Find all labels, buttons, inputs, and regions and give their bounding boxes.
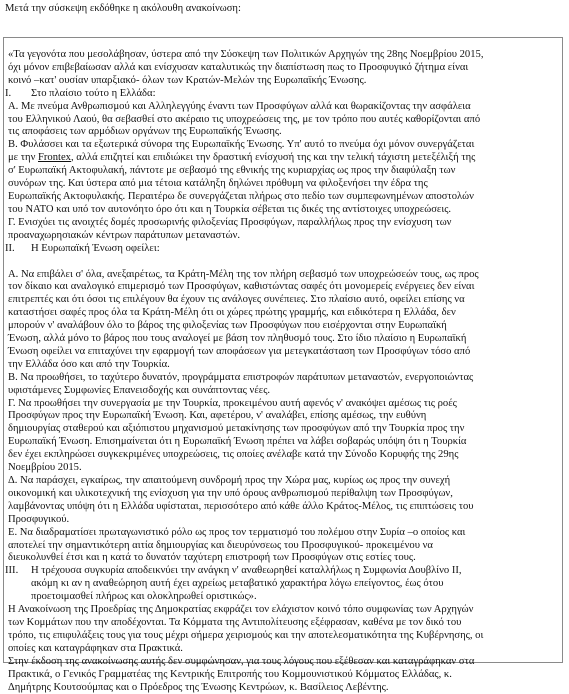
paragraph-line: δεν έχει εκπληρώσει συγκεκριμένες υποχρεώσεις, τις οποίες ανέλαβε κατά την Σύνοδο Κορυφής της 29ης [8, 449, 561, 462]
paragraph-line: Προσφυγικού. [8, 514, 561, 527]
closing-line: Η Ανακοίνωση της Προεδρίας της Δημοκρατίας εκφράζει τον ελάχιστον κοινό τόπο συμφωνίας των Αρχηγών [8, 604, 561, 617]
paragraph-line: τις αποφάσεις των αρμόδιων οργάνων της Ευρωπαϊκής Ένωσης. [8, 126, 561, 139]
paragraph-line: Ευρωπαϊκής Ακτοφυλακής. Περαιτέρω δε συνεργάζεται πλήρως στο πεδίο των συμπεφωνημένων αποστολών [8, 191, 561, 204]
paragraph-line: καταστήσει σαφές προς όλα τα Κράτη-Μέλη ότι οι χώρες πρώτης γραμμής, και ειδικότερα η Ελλάδα, δεν [8, 307, 561, 320]
paragraph-line: επιτρεπτές και ότι όσοι τις επιλέγουν θα έχουν τις ανάλογες συνέπειες. Στο πλαίσιο αυτό, οφείλει επίσης να [8, 294, 561, 307]
section-1-title: Στο πλαίσιο τούτο η Ελλάδα: [8, 88, 156, 99]
section-3-line: Η τρέχουσα συγκυρία αποδεικνύει την ανάγκη ν' αναθεωρηθεί καταλλήλως η Συμφωνία Δουβλίνο ΙΙ, [8, 565, 462, 576]
paragraph-line: λαμβάνοντας υπόψη ότι η Ελλάδα υφίσταται, περισσότερο από κάθε άλλο Κράτος-Μέλος, τις επιπτώσεις του [8, 501, 561, 514]
paragraph-line: Ε. Να διαδραματίσει πρωταγωνιστικό ρόλο ως προς τον τερματισμό του πολέμου στην Συρία –ο οποίος και [8, 527, 561, 540]
closing-line: Στην έκδοση της ανακοίνωσης αυτής δεν συμφώνησαν, για τους λόγους που εξέθεσαν και καταγράφηκαν στα [8, 656, 561, 669]
paragraph-line: προαναχωρησιακών κέντρων παράτυπων μεταναστών. [8, 230, 561, 243]
section-3-line: προετοιμασθεί πλήρως και ολοκληρωθεί οριστικώς». [8, 591, 561, 604]
frontex-link[interactable]: Frontex [38, 152, 71, 163]
statement-body [8, 49, 561, 694]
paragraph-line: τον δίκαιο και αναλογικό επιμερισμό των Προσφύγων, καθιστώντας σαφές ότι μονομερείς ενέργειες δεν είναι [8, 281, 561, 294]
closing-line: των Κομμάτων που την αποδέχονται. Τα Κόμματα της Αντιπολίτευσης εξέφρασαν, καθένα με τον δικό του [8, 617, 561, 630]
intro-line: Μετά την σύσκεψη εκδόθηκε η ακόλουθη ανακοίνωση: [5, 3, 563, 16]
section-2-numeral: II. [5, 243, 15, 256]
paragraph-line: Β. Φυλάσσει και τα εξωτερικά σύνορα της Ευρωπαϊκής Ένωσης. Υπ' αυτό το πνεύμα όχι μόνον συνεργάζεται [8, 139, 561, 152]
paragraph-line-frontex [8, 152, 561, 165]
closing-line: οποίες και καταγράφηκαν στα Πρακτικά. [8, 643, 561, 656]
paragraph-line: Γ. Ενισχύει τις ανοιχτές δομές προσωρινής φιλοξενίας Προσφύγων, παραλλήλως προς την ενίσχυση των [8, 217, 561, 230]
paragraph-line: την Ελλάδα όσο και από την Τουρκία. [8, 359, 561, 372]
closing-line: Δημήτρης Κουτσούμπας και ο Πρόεδρος της Ένωσης Κεντρώων, κ. Βασίλειος Λεβέντης. [8, 682, 561, 694]
opening-line: όχι μόνον επιβεβαίωσαν αλλά και ενίσχυσαν καταλυτικώς την διαπίστωση πως το Προσφυγικό ζήτημα είναι [8, 62, 561, 75]
paragraph-line: δημιουργίας σταθερού και αξιόπιστου μηχανισμού μετακίνησης των προσφύγων από την Τουρκία προς την [8, 423, 561, 436]
paragraph-line: οικονομική και υλικοτεχνική της ενίσχυση για την υπό όρους ανθρωπισμού περίθαλψη των Προσφύγων, [8, 488, 561, 501]
section-1-heading [8, 88, 561, 101]
paragraph-line: συνόρων της. Και ύστερα από μια τέτοια κατάληξη δηλώνει πρόθυμη να φιλοξενήσει την έδρα της [8, 178, 561, 191]
paragraph-line: αποτελεί την σημαντικότερη αιτία δημιουργίας και διευρύνσεως του Προσφυγικού- προκειμένου να [8, 540, 561, 553]
paragraph-line: Ευρωπαϊκή Ένωση. Επισημαίνεται ότι η Ευρωπαϊκή Ένωση πρέπει να λάβει σοβαρώς υπόψη ότι η Τουρκία [8, 436, 561, 449]
section-3-heading [8, 565, 561, 578]
opening-line: «Τα γεγονότα που μεσολάβησαν, ύστερα από την Σύσκεψη των Πολιτικών Αρχηγών της 28ης Νοεμβρίου 2015, [8, 49, 561, 62]
paragraph-line: Ένωση οφείλει να επιταχύνει την εφαρμογή των αποφάσεων για μετεγκατάσταση των Προσφύγων τόσο από [8, 346, 561, 359]
text-fragment: , αλλά επιζητεί και επιδιώκει την δραστική ενίσχυσή της και την τελική τάχιστη μετεξέλιξή της [71, 152, 475, 163]
paragraph-line: Γ. Να προωθήσει την συνεργασία με την Τουρκία, προκειμένου αυτή αφενός ν' ανακόψει αμέσως τις ροές [8, 398, 561, 411]
text-fragment: με την [8, 152, 38, 163]
paragraph-line: Δ. Να παράσχει, εγκαίρως, την απαιτούμενη συνδρομή προς την Χώρα μας, κυρίως ως προς την συνεχή [8, 475, 561, 488]
paragraph-line: Α. Με πνεύμα Ανθρωπισμού και Αλληλεγγύης έναντι των Προσφύγων αλλά και θωρακίζοντας την ασφάλεια [8, 101, 561, 114]
paragraph-line: σ' Ευρωπαϊκή Ακτοφυλακή, πάντοτε με σεβασμό της εθνικής της κυριαρχίας ως προς την διαφύλαξη των [8, 165, 561, 178]
paragraph-line: μπορούν ν' αναλάβουν όλο το βάρος της φιλοξενίας των Προσφύγων που εισέρχονται στην Ευρωπαϊκή [8, 320, 561, 333]
paragraph-line: Β. Να προωθήσει, το ταχύτερο δυνατόν, προγράμματα επιστροφών παράτυπων μεταναστών, ενεργοποιώντας [8, 372, 561, 385]
paragraph-line: διευκολυνθεί έτσι και η κατά το δυνατόν ταχύτερη επιστροφή των Προσφύγων στις εστίες τους. [8, 552, 561, 565]
blank-line [8, 256, 561, 269]
section-1-numeral: I. [5, 88, 11, 101]
closing-line: Πρακτικά, ο Γενικός Γραμματέας της Κεντρικής Επιτροπής του Κομμουνιστικού Κόμματος Ελλάδας, κ. [8, 669, 561, 682]
paragraph-line: Α. Να επιβάλει σ' όλα, ανεξαιρέτως, τα Κράτη-Μέλη της τον πλήρη σεβασμό των υποχρεώσεών τους, ως προς [8, 269, 561, 282]
paragraph-line: του Ελληνικού Λαού, θα σεβασθεί στο ακέραιο τις υποχρεώσεις της, με τον τρόπο που αυτές καθορίζονται από [8, 114, 561, 127]
paragraph-line: Προσφύγων προς την Ευρωπαϊκή Ένωση. Και, αφετέρου, ν' αναλάβει, επίσης αμέσως, την ευθύνη [8, 410, 561, 423]
closing-line: τρόπο, τις επιφυλάξεις τους για τους μέχρι σήμερα χειρισμούς και την αποτελεσματικότητα της Κυβέρνησης, οι [8, 630, 561, 643]
section-2-title: Η Ευρωπαϊκή Ένωση οφείλει: [8, 243, 160, 254]
section-3-line: ακόμη κι αν η αναθεώρηση αυτή έχει αχρείως μεταβατικό χαρακτήρα λόγω επείγοντος, έως ότου [8, 578, 561, 591]
paragraph-line: Ένωση, αλλά μόνο το βάρος που τους αναλογεί με βάση τον πληθυσμό τους. Στο ίδιο πλαίσιο η Ευρωπαϊκή [8, 333, 561, 346]
paragraph-line: Νοεμβρίου 2015. [8, 462, 561, 475]
paragraph-line: του ΝΑΤΟ και υπό τον αυτονόητο όρο ότι και η Τουρκία σέβεται τις δικές της αντίστοιχες υποχρεώσεις. [8, 204, 561, 217]
section-3-numeral: III. [5, 565, 18, 578]
opening-line: κοινό –κατ' ουσίαν υπαρξιακό- όλων των Κρατών-Μελών της Ευρωπαϊκής Ένωσης. [8, 75, 561, 88]
paragraph-line: υφιστάμενες Συμφωνίες Επανεισδοχής και συνάπτοντας νέες. [8, 385, 561, 398]
section-2-heading [8, 243, 561, 256]
